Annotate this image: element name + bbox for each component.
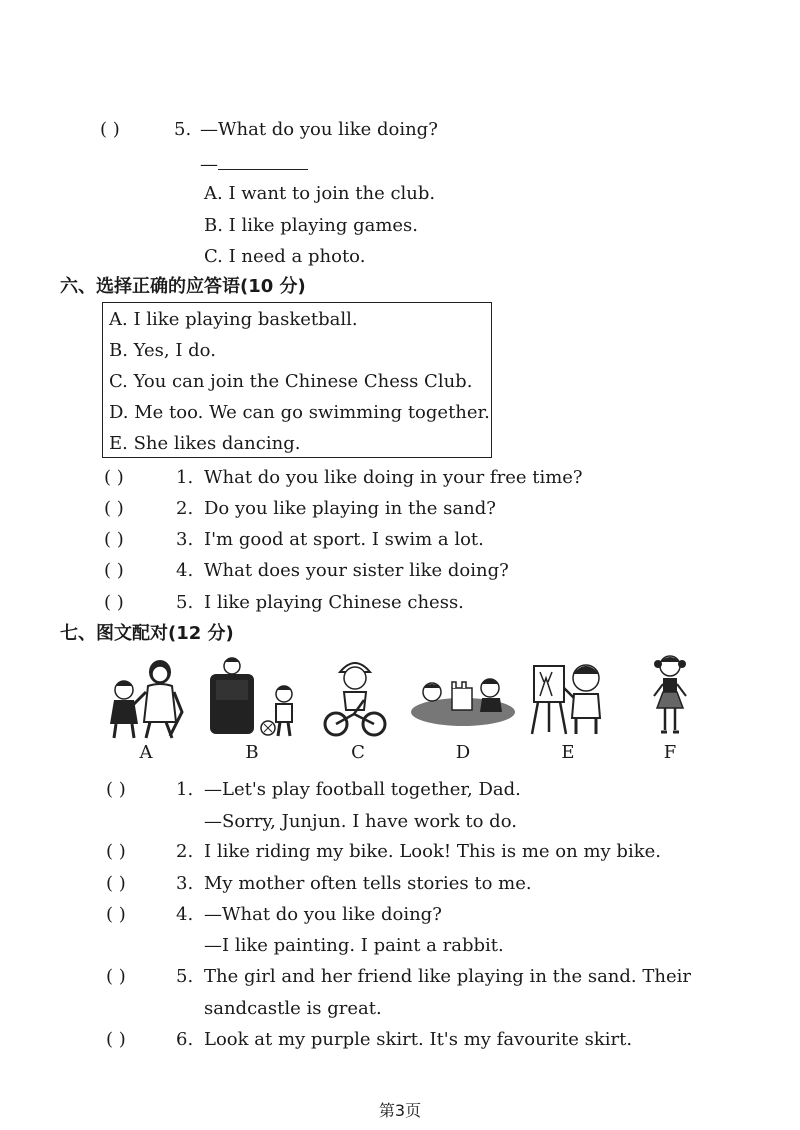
question-text: —Let's play football together, Dad. [204, 779, 521, 800]
section-heading-6: 六、选择正确的应答语(10 分) [60, 276, 306, 297]
answer-paren[interactable]: ( ) [106, 779, 126, 800]
answer-paren[interactable]: ( ) [106, 873, 126, 894]
section-heading-7: 七、图文配对(12 分) [60, 623, 234, 644]
question-text: I like riding my bike. Look! This is me on my bike. [204, 841, 661, 862]
box-option-a: A. I like playing basketball. [109, 309, 358, 330]
picture-b-father-football [206, 652, 302, 740]
answer-paren[interactable]: ( ) [104, 560, 124, 581]
question-text: I'm good at sport. I swim a lot. [204, 529, 484, 550]
picture-f-girl-skirt [650, 652, 690, 740]
question-number: 3. [176, 529, 194, 550]
blank-dash: — [200, 154, 218, 175]
question-number: 2. [176, 841, 194, 862]
page-number: 第3页 [378, 1101, 422, 1120]
picture-label-f: F [663, 742, 677, 763]
picture-d-sandcastle [408, 652, 518, 740]
question-text: I like playing Chinese chess. [204, 592, 464, 613]
question-text: My mother often tells stories to me. [204, 873, 532, 894]
option-c: C. I need a photo. [204, 246, 366, 267]
question-number: 4. [176, 904, 194, 925]
question-number: 2. [176, 498, 194, 519]
question-number: 1. [176, 779, 194, 800]
picture-c-riding-bike [322, 652, 388, 740]
question-number: 5. [176, 966, 194, 987]
picture-label-d: D [455, 742, 471, 763]
question-text: What do you like doing in your free time? [204, 467, 583, 488]
option-b: B. I like playing games. [204, 215, 419, 236]
question-number: 3. [176, 873, 194, 894]
question-number: 4. [176, 560, 194, 581]
picture-e-painting [530, 652, 610, 740]
answer-options-box [102, 302, 492, 458]
answer-blank [200, 151, 308, 179]
box-option-b: B. Yes, I do. [109, 340, 216, 361]
box-option-d: D. Me too. We can go swimming together. [109, 402, 490, 423]
box-option-c: C. You can join the Chinese Chess Club. [109, 371, 473, 392]
picture-label-e: E [561, 742, 575, 763]
answer-paren[interactable]: ( ) [100, 119, 120, 140]
picture-label-a: A [139, 742, 153, 763]
question-number: 6. [176, 1029, 194, 1050]
question-text: —What do you like doing? [204, 904, 442, 925]
question-text: The girl and her friend like playing in the sand. Their [204, 966, 691, 987]
answer-paren[interactable]: ( ) [104, 529, 124, 550]
question-continuation: sandcastle is great. [204, 998, 382, 1019]
picture-label-c: C [351, 742, 365, 763]
picture-a-mother-storytelling [100, 652, 192, 740]
question-number: 5. [174, 119, 192, 140]
question-text: Do you like playing in the sand? [204, 498, 496, 519]
answer-paren[interactable]: ( ) [106, 966, 126, 987]
question-number: 1. [176, 467, 194, 488]
answer-paren[interactable]: ( ) [106, 904, 126, 925]
question-text: Look at my purple skirt. It's my favourite skirt. [204, 1029, 633, 1050]
answer-paren[interactable]: ( ) [106, 1029, 126, 1050]
question-continuation: —I like painting. I paint a rabbit. [204, 935, 504, 956]
question-continuation: —Sorry, Junjun. I have work to do. [204, 811, 517, 832]
answer-paren[interactable]: ( ) [104, 592, 124, 613]
answer-paren[interactable]: ( ) [104, 498, 124, 519]
blank-line [218, 155, 308, 170]
option-a: A. I want to join the club. [204, 183, 436, 204]
question-text: What does your sister like doing? [204, 560, 509, 581]
answer-paren[interactable]: ( ) [106, 841, 126, 862]
question-text: —What do you like doing? [200, 119, 438, 140]
answer-paren[interactable]: ( ) [104, 467, 124, 488]
picture-label-b: B [245, 742, 259, 763]
box-option-e: E. She likes dancing. [109, 433, 301, 454]
question-number: 5. [176, 592, 194, 613]
